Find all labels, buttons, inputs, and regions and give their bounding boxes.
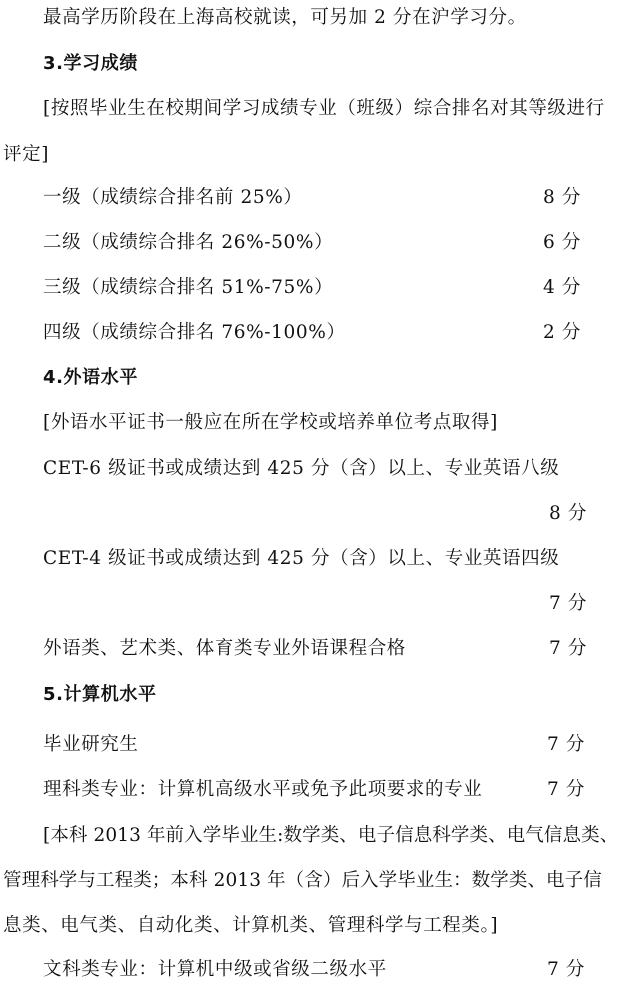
science-major-score: 7 分 [547, 779, 585, 800]
section-3-note-line-1: [按照毕业生在校期间学习成绩专业（班级）综合排名对其等级进行 [43, 98, 605, 119]
grad-student-label: 毕业研究生 [43, 734, 139, 755]
grad-student-score: 7 分 [547, 734, 585, 755]
section-4-note: [外语水平证书一般应在所在学校或培养单位考点取得] [43, 412, 498, 433]
grade-row-label: 四级（成绩综合排名 76%-100%） [43, 322, 346, 343]
cet6-label: CET-6 级证书或成绩达到 425 分（含）以上、专业英语八级 [43, 458, 560, 479]
grade-row-score: 6 分 [543, 232, 581, 253]
grade-row-score: 4 分 [543, 277, 581, 298]
section-4-heading: 4.外语水平 [43, 367, 138, 388]
science-major-label: 理科类专业：计算机高级水平或免予此项要求的专业 [43, 779, 483, 800]
arts-major-score: 7 分 [547, 959, 585, 980]
cet6-score: 8 分 [549, 503, 587, 524]
grade-row-label: 一级（成绩综合排名前 25%） [43, 187, 303, 208]
section-5-note-line-3: 息类、电气类、自动化类、计算机类、管理科学与工程类。] [3, 915, 499, 936]
foreign-arts-label: 外语类、艺术类、体育类专业外语课程合格 [43, 638, 406, 659]
section-3-heading: 3.学习成绩 [43, 53, 138, 74]
section-5-note-line-1: [本科 2013 年前入学毕业生:数学类、电子信息科学类、电气信息类、 [43, 825, 619, 846]
grade-row-label: 二级（成绩综合排名 26%-50%） [43, 232, 334, 253]
intro-text: 最高学历阶段在上海高校就读，可另加 2 分在沪学习分。 [43, 7, 527, 28]
foreign-arts-score: 7 分 [549, 638, 587, 659]
grade-row-label: 三级（成绩综合排名 51%-75%） [43, 277, 334, 298]
cet4-label: CET-4 级证书或成绩达到 425 分（含）以上、专业英语四级 [43, 548, 560, 569]
section-3-note-line-2: 评定] [3, 144, 50, 165]
section-5-heading: 5.计算机水平 [43, 684, 157, 705]
grade-row-score: 2 分 [543, 322, 581, 343]
grade-row-score: 8 分 [543, 187, 581, 208]
arts-major-label: 文科类专业：计算机中级或省级二级水平 [43, 959, 387, 980]
section-5-note-line-2: 管理科学与工程类；本科 2013 年（含）后入学毕业生：数学类、电子信 [3, 870, 602, 891]
cet4-score: 7 分 [549, 593, 587, 614]
